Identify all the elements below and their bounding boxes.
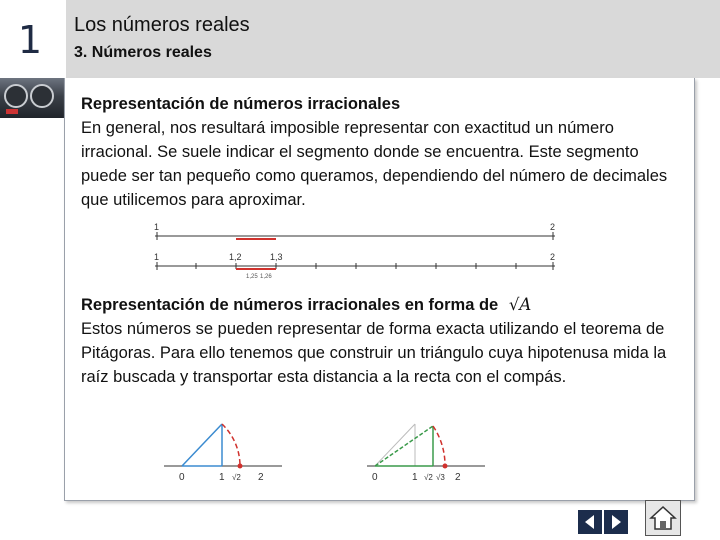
tiny-label-1-25: 1,25 xyxy=(246,274,258,280)
section-sqrt-body: Estos números se pueden representar de forma exacta utilizando el teorema de Pitágoras. Para ello tenemos que construir un triángulo cuya hipotenusa mida la raíz buscada y transportar esta distancia a la recta con el compás. xyxy=(81,320,667,386)
arrow-right-icon xyxy=(605,511,627,533)
section-sqrt-title-text: Representación de números irracionales en forma de xyxy=(81,296,499,314)
home-button[interactable] xyxy=(645,500,681,536)
sqrt2-label-0: 0 xyxy=(179,472,185,483)
sqrt-a-formula: √A xyxy=(508,295,532,314)
section-irrational-title: Representación de números irracionales xyxy=(81,95,401,113)
section-sqrt xyxy=(81,293,671,389)
dashboard-photo xyxy=(0,78,66,118)
tiny-label-1-26: 1,26 xyxy=(260,274,272,280)
sqrt3-construction-figure xyxy=(363,414,493,486)
sqrt3-label-1: 1 xyxy=(412,472,418,483)
content-panel xyxy=(64,78,695,501)
sqrt2-label-1: 1 xyxy=(219,472,225,483)
page-subtitle: 3. Números reales xyxy=(74,44,212,61)
sqrt3-label-sqrt3: √3 xyxy=(436,473,445,482)
page-title: Los números reales xyxy=(74,14,250,36)
line1-right-label: 2 xyxy=(550,222,556,232)
sqrt3-label-0: 0 xyxy=(372,472,378,483)
section-irrational xyxy=(81,92,671,212)
sqrt2-label-2: 2 xyxy=(258,472,264,483)
section-irrational-body: En general, nos resultará imposible representar con exactitud un número irracional. Se suele indicar el segmento donde se encuentra. Este segmento puede ser tan pequeño como queramos, dependiendo del número de decimales que utilicemos para aproximar. xyxy=(81,119,668,209)
arrow-left-icon xyxy=(579,511,601,533)
line2-left-label: 1 xyxy=(154,252,160,262)
sqrt2-construction-figure xyxy=(160,414,290,486)
zoom-label-1-3: 1,3 xyxy=(270,252,283,262)
sqrt2-label-sqrt2: √2 xyxy=(232,473,241,482)
line1-left-label: 1 xyxy=(154,222,160,232)
zoom-label-1-2: 1,2 xyxy=(229,252,242,262)
sqrt3-label-sqrt2: √2 xyxy=(424,473,433,482)
home-icon xyxy=(646,501,680,535)
section-sqrt-title xyxy=(81,293,671,317)
next-button[interactable] xyxy=(604,510,628,534)
header-bar xyxy=(66,0,720,78)
sqrt3-label-2: 2 xyxy=(455,472,461,483)
number-lines-figure xyxy=(151,220,561,292)
prev-button[interactable] xyxy=(578,510,602,534)
chapter-number: 1 xyxy=(0,0,60,78)
line2-right-label: 2 xyxy=(550,252,556,262)
